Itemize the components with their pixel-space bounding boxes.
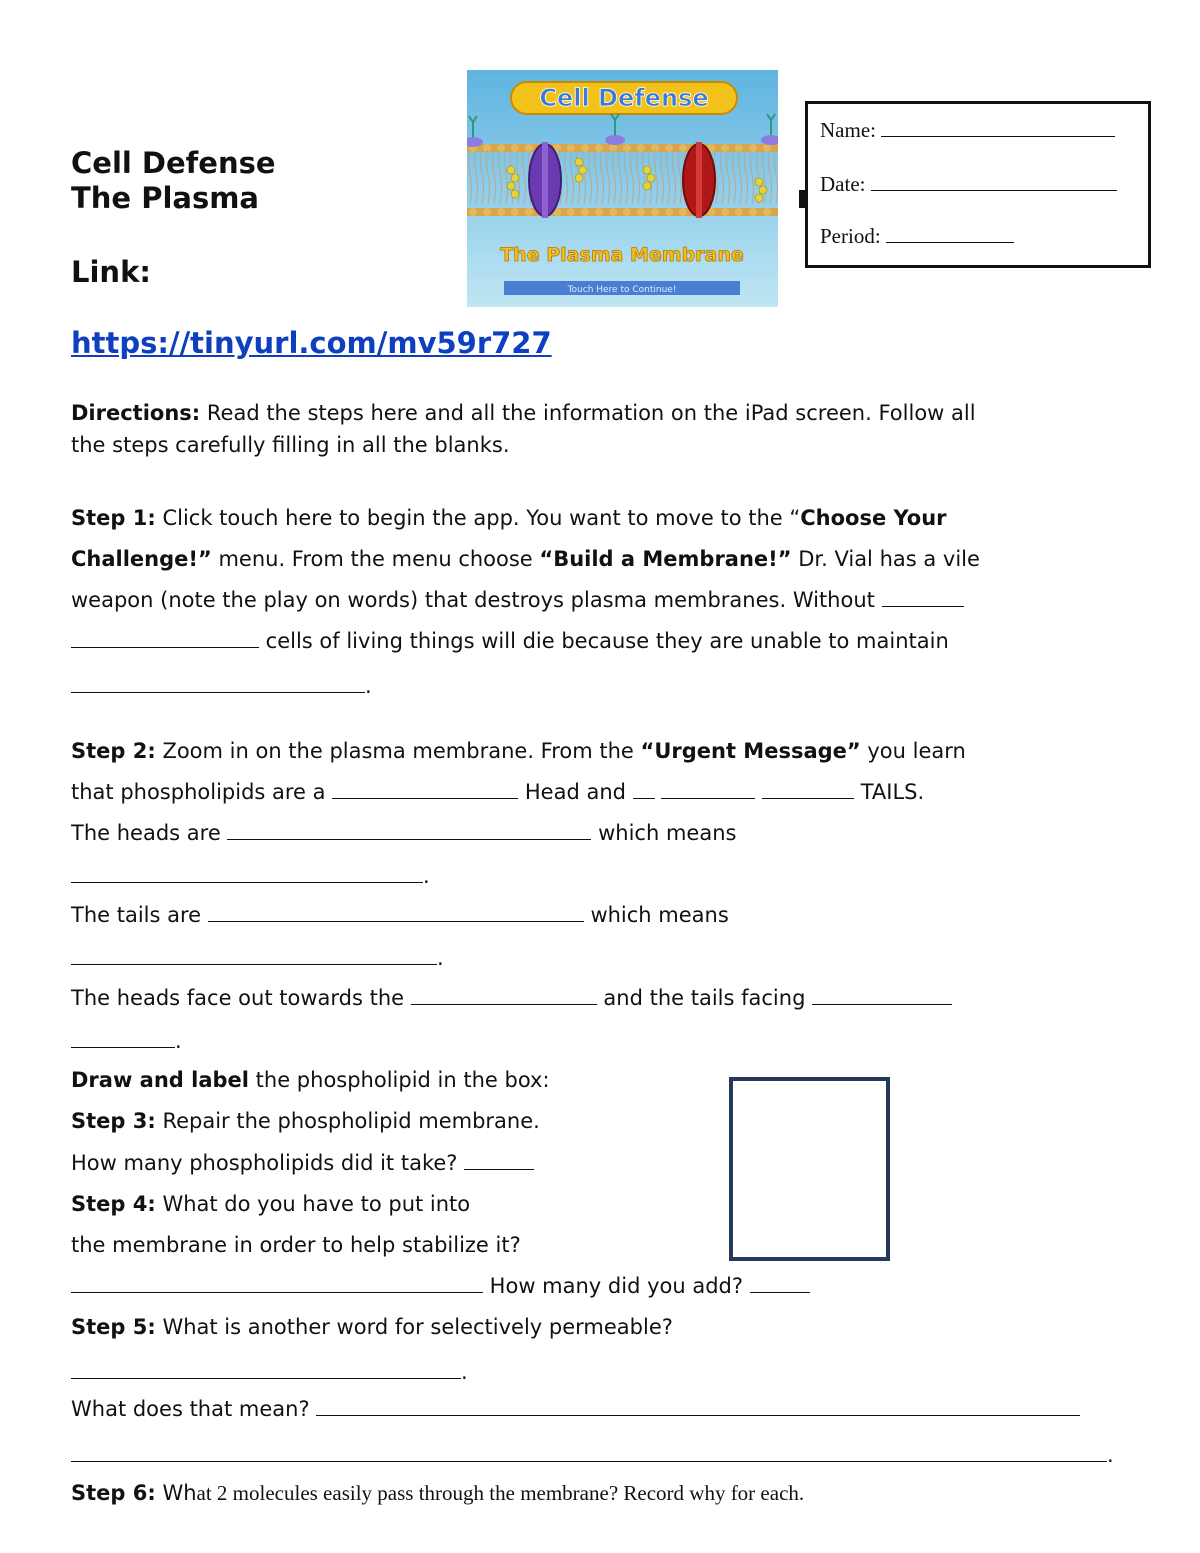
step5-label: Step 5:	[71, 1315, 156, 1339]
step2-text-13: and the tails facing	[596, 986, 813, 1010]
game-subtitle-text: The Plasma Membrane	[500, 244, 744, 266]
directions-text-1: Read the steps here and all the information on the iPad screen. Follow all	[200, 401, 976, 425]
directions-line-2	[71, 431, 510, 459]
step2-period-3: .	[175, 1029, 182, 1053]
draw-label: Draw and label	[71, 1068, 249, 1092]
step1-blank-3[interactable]	[71, 672, 365, 693]
tinyurl-link[interactable]: https://tinyurl.com/mv59r727	[71, 326, 552, 360]
step3-line-2	[71, 1149, 534, 1177]
step4-blank-2[interactable]	[750, 1272, 810, 1293]
step2-blank-tails-face-2[interactable]	[71, 1027, 175, 1048]
step2-text-3: that phospholipids are a	[71, 780, 333, 804]
step2-bold-1: “Urgent Message”	[640, 739, 861, 763]
step2-blank-tail-1[interactable]	[633, 778, 655, 799]
step5-period-2: .	[1107, 1443, 1114, 1467]
period-blank[interactable]	[886, 222, 1014, 243]
step1-text-2: menu. From the menu choose	[211, 547, 540, 571]
step1-blank-1[interactable]	[882, 586, 964, 607]
title-line-2: The Plasma	[71, 181, 260, 215]
step2-line-3	[71, 819, 736, 847]
step1-text-4: weapon (note the play on words) that destroys plasma membranes. Without	[71, 588, 882, 612]
step2-line-4	[71, 862, 430, 890]
step2-line-2	[71, 778, 924, 806]
period-row	[820, 222, 1014, 249]
name-blank[interactable]	[881, 116, 1115, 137]
step2-text-6: The heads are	[71, 821, 228, 845]
step2-text-5: TAILS.	[854, 780, 925, 804]
step2-text-2: you learn	[860, 739, 966, 763]
step1-line-1	[71, 504, 947, 532]
step2-line-7	[71, 984, 952, 1012]
step2-blank-tails[interactable]	[208, 901, 584, 922]
step2-text-4: Head and	[518, 780, 633, 804]
step1-line-2	[71, 545, 980, 573]
step4-line-2	[71, 1231, 521, 1259]
period-label: Period:	[820, 224, 881, 248]
step1-label: Step 1:	[71, 506, 156, 530]
step2-blank-tail-2[interactable]	[661, 778, 755, 799]
step1-line-3	[71, 586, 964, 614]
step1-bold-3: “Build a Membrane!”	[539, 547, 792, 571]
draw-instruction	[71, 1066, 550, 1094]
cell-defense-game-image	[467, 70, 778, 307]
step5-period-1: .	[461, 1360, 468, 1384]
date-blank[interactable]	[871, 170, 1117, 191]
step2-line-1	[71, 737, 966, 765]
step5-line-1	[71, 1313, 673, 1341]
game-title-text: Cell Defense	[539, 84, 709, 112]
step3-line-1	[71, 1107, 540, 1135]
date-label: Date:	[820, 172, 866, 196]
step1-text-5: cells of living things will die because they are unable to maintain	[259, 629, 949, 653]
student-info-box	[805, 101, 1151, 268]
step2-line-5	[71, 901, 729, 929]
step6-text-1: Wh	[155, 1481, 197, 1505]
step4-label: Step 4:	[71, 1192, 156, 1216]
step1-text-3: Dr. Vial has a vile	[791, 547, 980, 571]
step5-blank-1[interactable]	[71, 1358, 461, 1379]
step2-period-2: .	[437, 946, 444, 970]
step5-line-4	[71, 1441, 1114, 1469]
step3-blank[interactable]	[464, 1149, 534, 1170]
step4-text-1: What do you have to put into	[155, 1192, 471, 1216]
step2-label: Step 2:	[71, 739, 156, 763]
step1-blank-2[interactable]	[71, 627, 259, 648]
step2-text-9: The tails are	[71, 903, 208, 927]
step6-line-1	[71, 1479, 804, 1507]
step3-text-1: Repair the phospholipid membrane.	[155, 1109, 540, 1133]
step2-line-6	[71, 944, 444, 972]
step4-line-3	[71, 1272, 810, 1300]
step4-blank-1[interactable]	[71, 1272, 483, 1293]
step2-text-10: which means	[583, 903, 729, 927]
step6-label: Step 6:	[71, 1481, 156, 1505]
step5-line-3	[71, 1395, 1080, 1423]
step2-blank-tail-3[interactable]	[762, 778, 854, 799]
step3-text-2: How many phospholipids did it take?	[71, 1151, 465, 1175]
name-label: Name:	[820, 118, 876, 142]
step4-text-3: How many did you add?	[483, 1274, 750, 1298]
step2-text-7: which means	[591, 821, 737, 845]
step4-line-1	[71, 1190, 470, 1218]
link-label: Link:	[71, 255, 151, 289]
step2-text-12: The heads face out towards the	[71, 986, 411, 1010]
directions-line-1	[71, 399, 976, 427]
step4-text-2: the membrane in order to help stabilize it?	[71, 1233, 521, 1257]
date-row	[820, 170, 1117, 197]
step2-blank-heads-meaning[interactable]	[71, 862, 423, 883]
phospholipid-drawing-box[interactable]	[729, 1077, 890, 1261]
step5-blank-3[interactable]	[71, 1441, 1107, 1462]
step1-line-4	[71, 627, 949, 655]
step5-text-1: What is another word for selectively permeable?	[155, 1315, 673, 1339]
directions-label: Directions:	[71, 401, 201, 425]
step2-line-8	[71, 1027, 182, 1055]
step6-text-2: at 2 molecules easily pass through the membrane? Record why for each.	[196, 1481, 805, 1505]
step1-text-1: Click touch here to begin the app. You want to move to the “	[155, 506, 801, 530]
name-row	[820, 116, 1115, 143]
step2-period-1: .	[423, 864, 430, 888]
step1-bold-2: Challenge!”	[71, 547, 212, 571]
step2-blank-heads-face[interactable]	[411, 984, 597, 1005]
step5-text-3: What does that mean?	[71, 1397, 317, 1421]
game-continue-button: Touch Here to Continue!	[567, 285, 677, 295]
step1-bold-1: Choose Your	[800, 506, 947, 530]
step2-blank-heads[interactable]	[227, 819, 591, 840]
step2-blank-head[interactable]	[332, 778, 518, 799]
step2-blank-tails-face-1[interactable]	[812, 984, 952, 1005]
step3-label: Step 3:	[71, 1109, 156, 1133]
draw-text: the phospholipid in the box:	[248, 1068, 550, 1092]
title-line-1: Cell Defense	[71, 146, 276, 180]
directions-text-2: the steps carefully filling in all the blanks.	[71, 433, 510, 457]
step1-line-5	[71, 672, 372, 700]
step2-text-1: Zoom in on the plasma membrane. From the	[155, 739, 641, 763]
step2-blank-tails-meaning[interactable]	[71, 944, 437, 965]
step5-blank-2[interactable]	[316, 1395, 1080, 1416]
step1-period: .	[365, 674, 372, 698]
step5-line-2	[71, 1358, 468, 1386]
